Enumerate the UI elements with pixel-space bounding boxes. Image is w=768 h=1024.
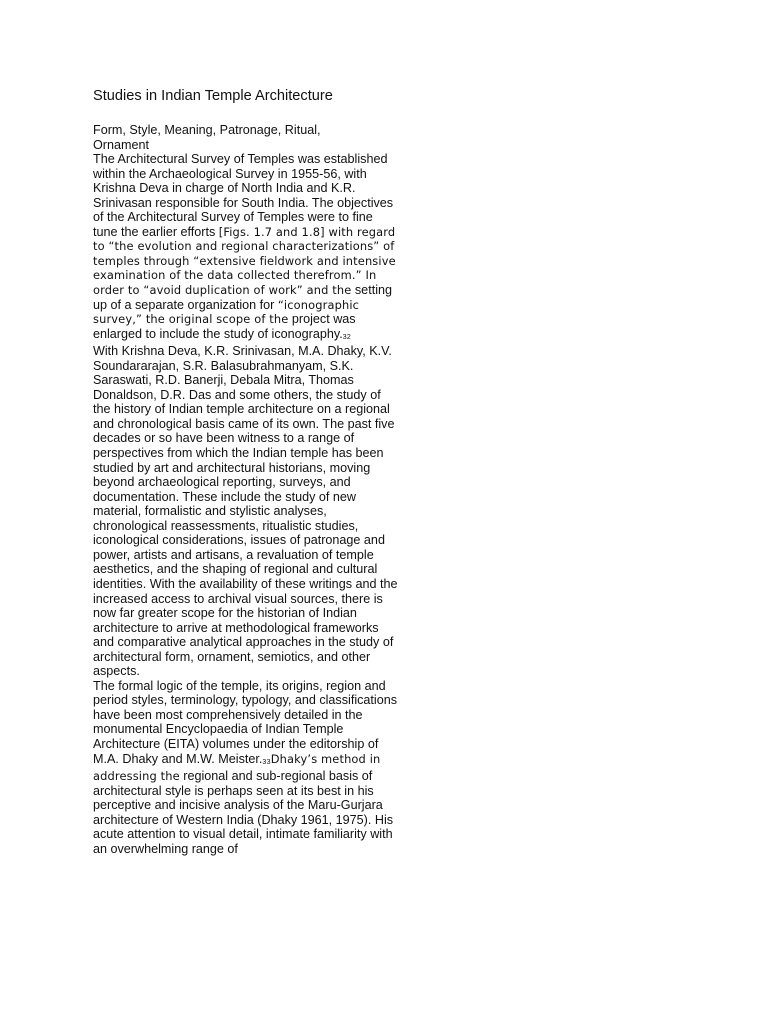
paragraph-formal-logic — [93, 679, 398, 857]
paragraph-scholars: With Krishna Deva, K.R. Srinivasan, M.A. Dhaky, K.V. Soundararajan, S.R. Balasubrahmanyam, S.K. Saraswati, R.D. Banerji, Debala Mitra, Thomas Donaldson, D.R. Das and some others, the study of the history of Indian temple architecture on a regional and chronological basis came of its own. The past five decades or so have been witness to a range of perspectives from which the Indian temple has been studied by art and architectural historians, moving beyond archaeological reporting, surveys, and documentation. These include the study of new material, formalistic and stylistic analyses, chronological reassessments, ritualistic studies, iconological considerations, issues of patronage and power, artists and artisans, a revaluation of temple aesthetics, and the shaping of regional and cultural identities. With the availability of these writings and the increased access to archival visual sources, there is now far greater scope for the historian of Indian architecture to arrive at methodological frameworks and comparative analytical approaches in the study of architectural form, ornament, semiotics, and other aspects. — [93, 344, 398, 679]
paragraph-text: project was enlarged to include the study of iconography. — [93, 312, 356, 341]
document-subtitle: Form, Style, Meaning, Patronage, Ritual, Ornament — [93, 123, 321, 152]
document-page — [93, 86, 413, 856]
paragraph-text: regional and sub-regional basis of architectural style is perhaps seen at its best in his perceptive and incisive analysis of the Maru-Gurjara architecture of Western India (Dhaky 1961, 1975). His acute attention to visual detail, intimate familiarity with an overwhelming range of — [93, 769, 394, 856]
paragraph-text: setting up of a separate organization for — [93, 283, 392, 312]
footnote-ref: 33 — [262, 758, 271, 766]
paragraph-architectural-survey — [93, 152, 398, 344]
paragraph-text-quoted: [Figs. 1.7 and 1.8] with regard to “the evolution and regional characterizations” of temples through “extensive fieldwork and intensive examination of the data collected therefrom.” In order to “avoid duplication of work” and the — [93, 224, 396, 298]
paragraph-text: The formal logic of the temple, its origins, region and period styles, terminology, typology, and classifications have been most comprehensively detailed in the monumental Encyclopaedia of Indian Temple Architecture (EITA) volumes under the editorship of M.A. Dhaky and M.W. Meister. — [93, 678, 398, 766]
document-title: Studies in Indian Temple Architecture — [93, 88, 333, 104]
paragraph-text-quoted: “iconographic survey,” the original scope of the — [93, 297, 360, 327]
paragraph-text-alt: Dhaky’s method in addressing the — [93, 751, 381, 784]
paragraph-text: The Architectural Survey of Temples was established within the Archaeological Survey in 1955-56, with Krishna Deva in charge of North India and K.R. Srinivasan responsible for South India. The objectives of the Architectural Survey of Temples were to fine tune the earlier efforts — [93, 152, 394, 239]
footnote-ref: 32 — [342, 333, 352, 341]
